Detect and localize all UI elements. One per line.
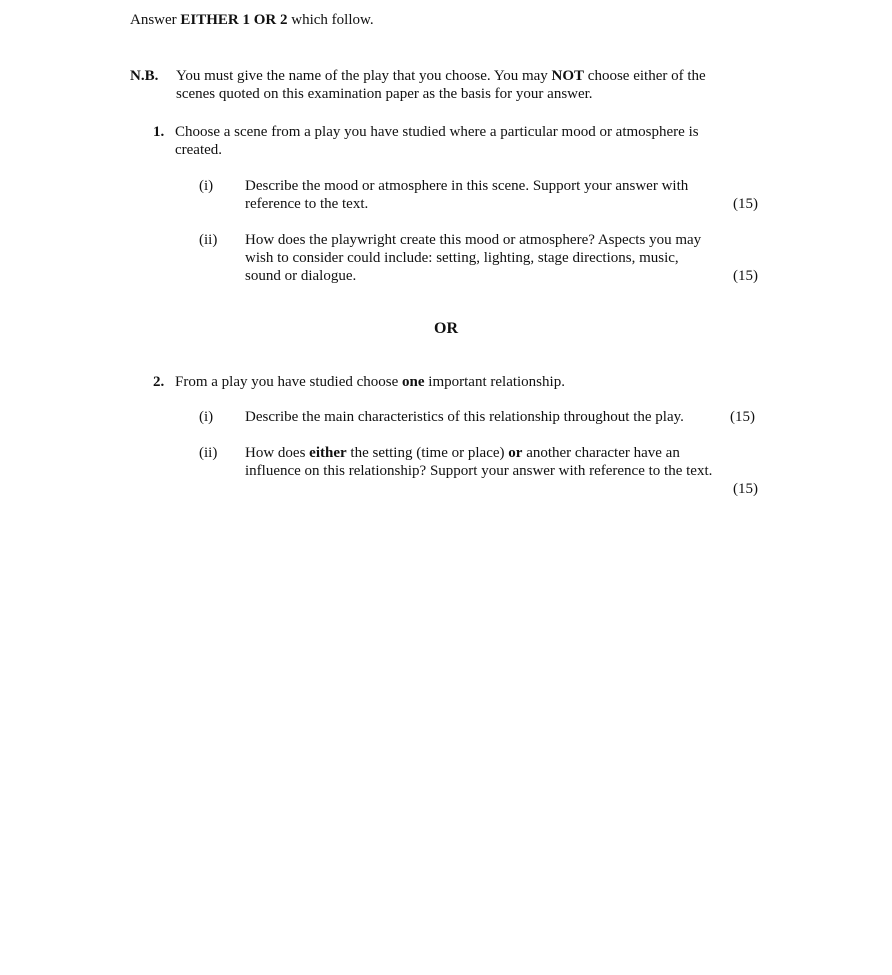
part-text-line-1: Describe the mood or atmosphere in this scene. Support your answer with <box>245 178 689 194</box>
question-2-line-1: From a play you have studied choose one important relationship. <box>175 374 565 390</box>
question-1-line-1: Choose a scene from a play you have studied where a particular mood or atmosphere is <box>175 124 699 140</box>
part-text-line-1: Describe the main characteristics of this relationship throughout the play. <box>245 409 684 425</box>
part-label: (i) <box>199 178 214 194</box>
question-2-number: 2. <box>153 374 165 390</box>
part-text-line-2: wish to consider could include: setting, lighting, stage directions, music, <box>245 250 679 266</box>
part-text-line-2: reference to the text. <box>245 196 369 212</box>
part-label: (ii) <box>199 445 218 461</box>
marks-label: (15) <box>733 196 758 212</box>
or-separator: OR <box>434 320 458 337</box>
part-text-line-1: How does the playwright create this mood or atmosphere? Aspects you may <box>245 232 702 248</box>
part-text-line-1: How does either the setting (time or place) or another character have an <box>245 445 680 461</box>
marks-label: (15) <box>733 481 758 497</box>
part-label: (ii) <box>199 232 218 248</box>
nb-label: N.B. <box>130 68 159 84</box>
nb-line-2: scenes quoted on this examination paper as the basis for your answer. <box>176 86 593 102</box>
marks-label: (15) <box>733 268 758 284</box>
answer-instructions: Answer EITHER 1 OR 2 which follow. <box>130 12 374 28</box>
nb-line-1: You must give the name of the play that you choose. You may NOT choose either of the <box>176 68 706 84</box>
instructions-emphasis: EITHER 1 OR 2 <box>180 12 288 28</box>
marks-label: (15) <box>730 409 755 425</box>
question-1-number: 1. <box>153 124 165 140</box>
question-1-line-2: created. <box>175 142 223 158</box>
part-label: (i) <box>199 409 214 425</box>
part-text-line-2: influence on this relationship? Support your answer with reference to the text. <box>245 463 713 479</box>
part-text-line-3: sound or dialogue. <box>245 268 357 284</box>
